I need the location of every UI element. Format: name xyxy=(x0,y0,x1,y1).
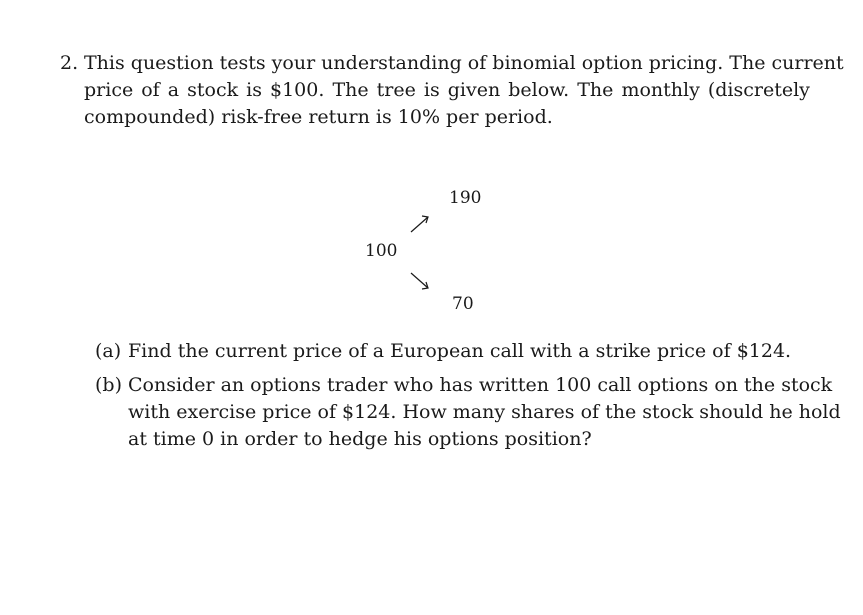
question-number: 2. xyxy=(60,52,79,74)
tree-node-down: 70 xyxy=(452,294,474,314)
question-text-line-2: price of a stock is $100. The tree is given below. The monthly (discretely xyxy=(84,79,810,101)
part-b-text-line-1: Consider an options trader who has written 100 call options on the stock xyxy=(128,374,833,396)
arrow-up-right-icon xyxy=(409,211,433,235)
question-text-line-1: This question tests your understanding of binomial option pricing. The current xyxy=(84,52,844,74)
arrow-down-right-icon xyxy=(409,270,433,294)
tree-node-root: 100 xyxy=(365,241,398,261)
question-text-line-3: compounded) risk-free return is 10% per period. xyxy=(84,106,553,128)
part-b-text-line-2: with exercise price of $124. How many shares of the stock should he hold xyxy=(128,401,841,423)
part-b-text-line-3: at time 0 in order to hedge his options position? xyxy=(128,428,592,450)
part-b-label: (b) xyxy=(95,374,122,396)
part-a-text-line-1: Find the current price of a European call with a strike price of $124. xyxy=(128,340,792,362)
part-a-label: (a) xyxy=(95,340,122,362)
tree-node-up: 190 xyxy=(449,188,482,208)
